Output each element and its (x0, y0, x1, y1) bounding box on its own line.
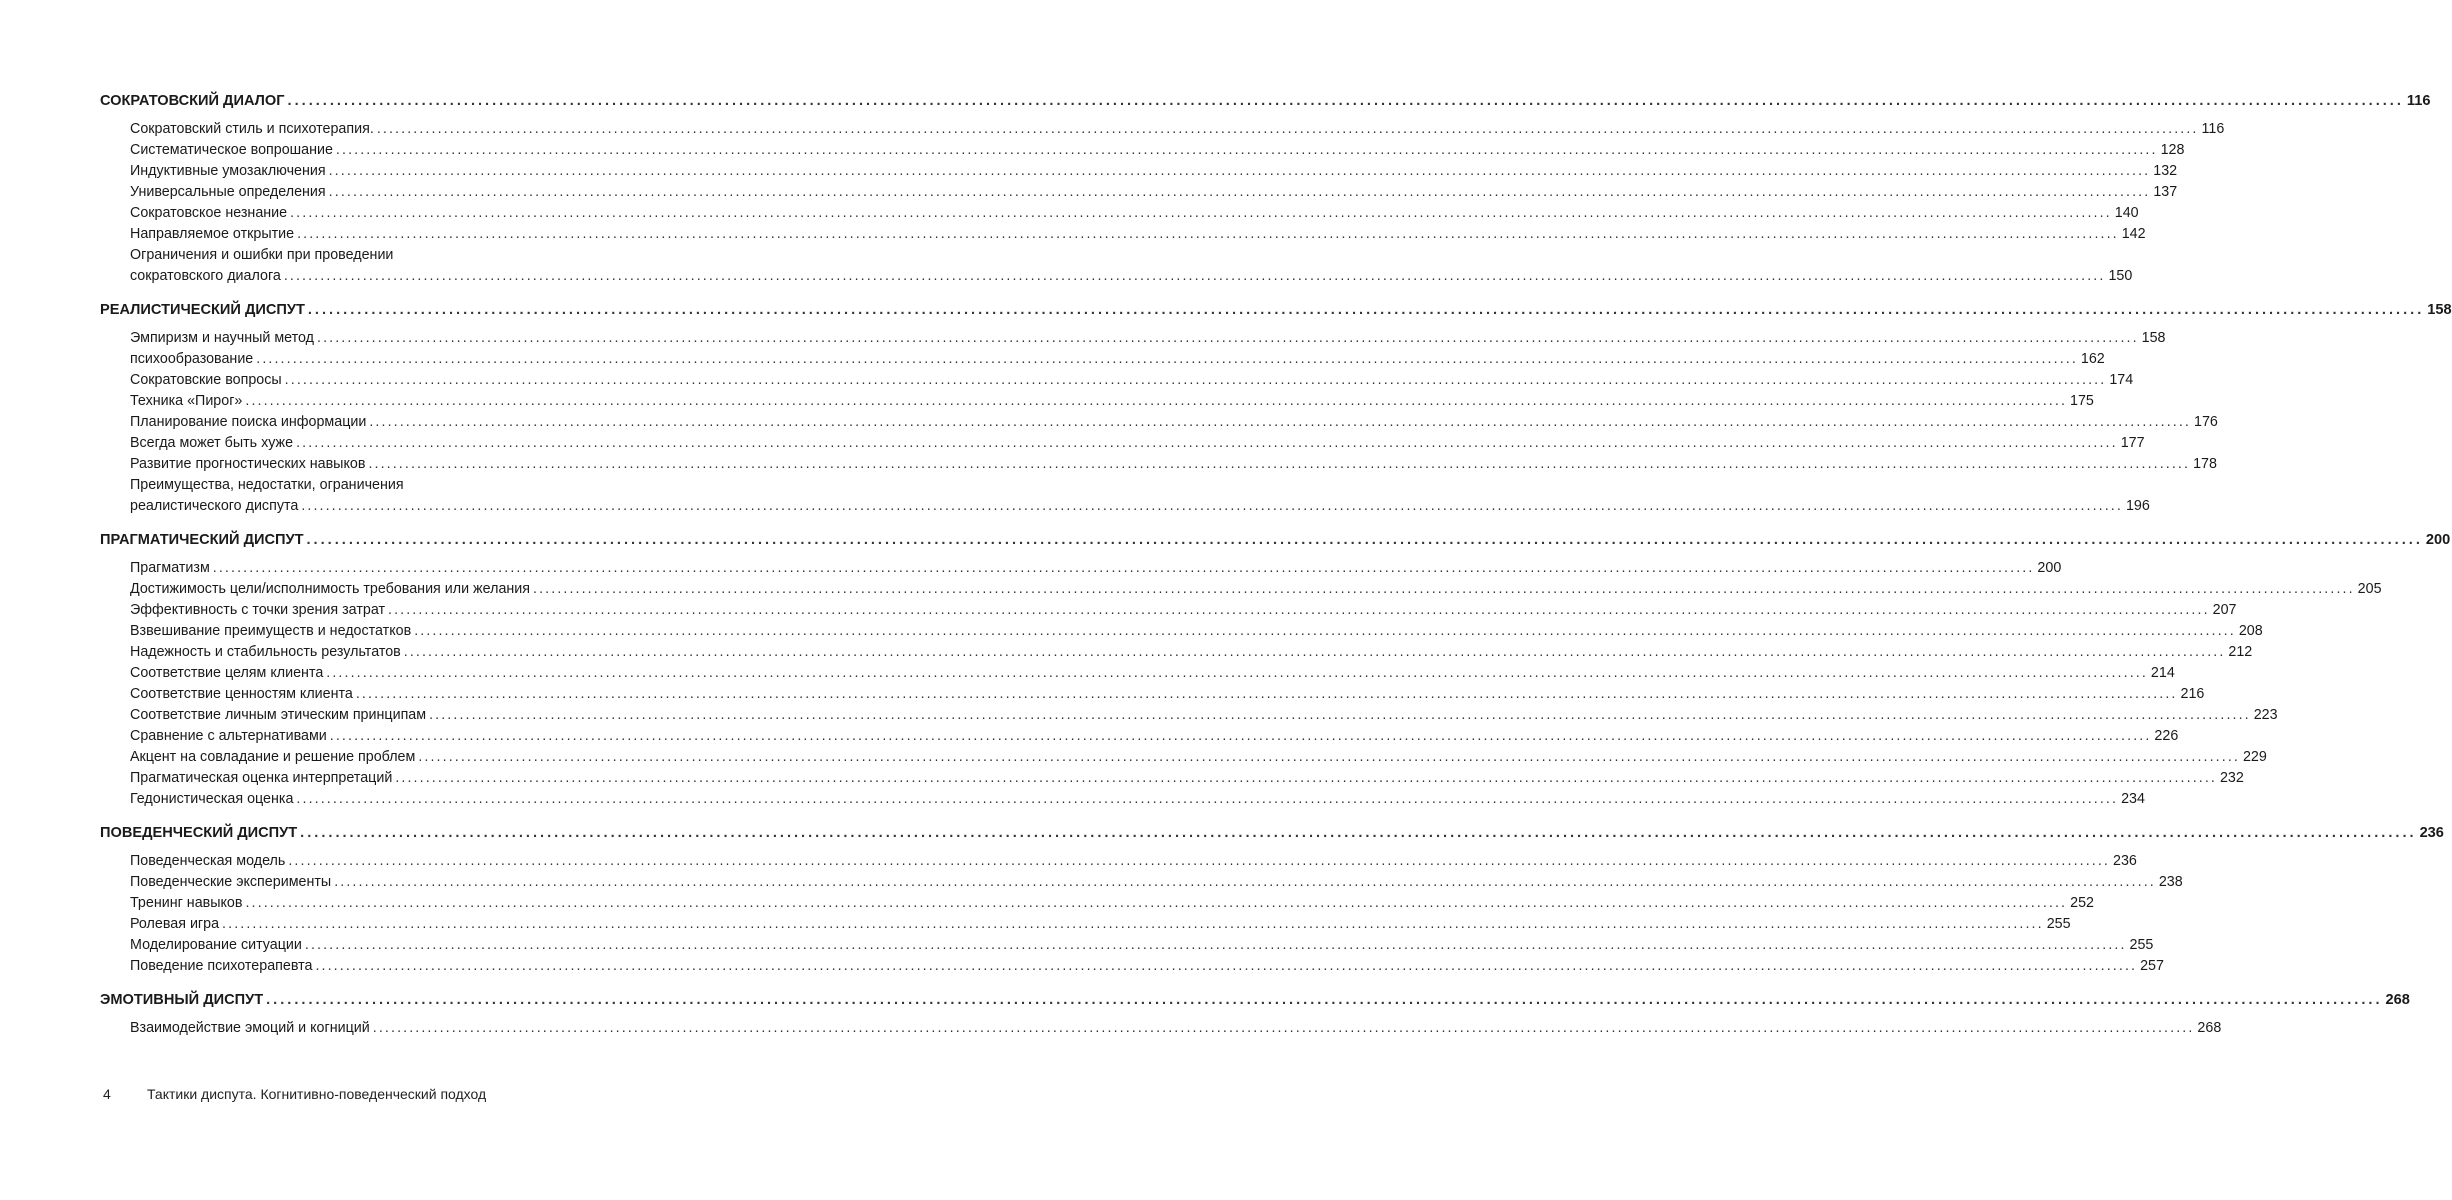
toc-section (100, 91, 2431, 287)
dot-leader: ............................................................................................................................................................................................................................................................................................................ (283, 268, 2106, 284)
dot-leader: ............................................................................................................................................................................................................................................................................................................ (418, 749, 2240, 765)
toc-entry[interactable] (100, 747, 2267, 768)
dot-leader: ............................................................................................................................................................................................................................................................................................................ (372, 1020, 2195, 1036)
entry-title: Эмпиризм и научный метод (130, 330, 315, 346)
toc-entry[interactable] (100, 558, 2062, 579)
toc-entry[interactable] (100, 412, 2218, 433)
entry-page-number: 236 (2113, 853, 2137, 869)
entry-page-number: 158 (2427, 302, 2452, 318)
entry-page-number: 142 (2121, 226, 2146, 242)
entry-title: Поведение психотерапевта (130, 958, 313, 974)
entry-page-number: 176 (2194, 414, 2218, 430)
dot-leader: ............................................................................................................................................................................................................................................................................................................ (222, 916, 2044, 932)
dot-leader: ............................................................................................................................................................................................................................................................................................................ (334, 874, 2156, 890)
dot-leader: ............................................................................................................................................................................................................................................................................................................ (296, 435, 2118, 451)
dot-leader: ............................................................................................................................................................................................................................................................................................................ (256, 351, 2078, 367)
entry-title: Акцент на совладание и решение проблем (130, 749, 416, 765)
dot-leader: ............................................................................................................................................................................................................................................................................................................ (533, 581, 2355, 597)
toc-entry[interactable] (100, 119, 2225, 140)
toc-entry[interactable] (100, 663, 2175, 684)
toc-entry[interactable] (100, 621, 2263, 642)
entry-page-number: 128 (2160, 142, 2185, 158)
entry-title: Моделирование ситуации (130, 937, 302, 953)
dot-leader: ............................................................................................................................................................................................................................................................................................................ (376, 121, 2199, 137)
toc-entry[interactable] (100, 642, 2253, 663)
entry-title: Индуктивные умозаключения (130, 163, 326, 179)
toc-entry[interactable] (100, 935, 2154, 956)
entry-page-number: 252 (2070, 895, 2094, 911)
entry-title: Универсальные определения (130, 184, 326, 200)
dot-leader: ............................................................................................................................................................................................................................................................................................................ (429, 707, 2251, 723)
dot-leader: ............................................................................................................................................................................................................................................................................................................ (326, 665, 2148, 681)
dot-leader: ............................................................................................................................................................................................................................................................................................................ (328, 184, 2151, 200)
dot-leader: ............................................................................................................................................................................................................................................................................................................ (368, 456, 2191, 472)
section-heading[interactable] (100, 530, 2451, 551)
entry-page-number: 232 (2219, 770, 2244, 786)
toc-entry[interactable] (100, 391, 2094, 412)
section-heading[interactable] (100, 300, 2452, 321)
dot-leader: ............................................................................................................................................................................................................................................................................................................ (266, 992, 2383, 1008)
toc-entry[interactable] (100, 705, 2278, 726)
entry-page-number: 158 (2141, 330, 2166, 346)
section-heading[interactable] (100, 91, 2431, 112)
entry-title: Тренинг навыков (130, 895, 243, 911)
entry-title: Сократовский стиль и психотерапия. (130, 121, 374, 137)
entry-page-number: 116 (2406, 93, 2431, 109)
entry-title: Преимущества, недостатки, ограничения (130, 477, 404, 493)
toc-entry[interactable] (100, 349, 2105, 370)
entry-title: Взвешивание преимуществ и недостатков (130, 623, 412, 639)
toc-entry[interactable] (100, 726, 2179, 747)
toc-entry[interactable] (100, 433, 2145, 454)
entry-title: сократовского диалога (130, 268, 281, 284)
dot-leader: ............................................................................................................................................................................................................................................................................................................ (403, 644, 2226, 660)
entry-title: Достижимость цели/исполнимость требования или желания (130, 581, 531, 597)
entry-title: Взаимодействие эмоций и когниций (130, 1020, 370, 1036)
entry-page-number: 116 (2201, 121, 2225, 137)
entry-page-number: 214 (2150, 665, 2175, 681)
entry-page-number: 268 (2197, 1020, 2222, 1036)
toc-entry[interactable] (100, 370, 2134, 391)
entry-title: Ролевая игра (130, 916, 220, 932)
toc-section (100, 300, 2452, 517)
page-footer (103, 1083, 486, 1105)
entry-title: Надежность и стабильность результатов (130, 644, 401, 660)
entry-page-number: 196 (2125, 498, 2150, 514)
entry-title: Систематическое вопрошание (130, 142, 333, 158)
toc-entry[interactable] (100, 454, 2217, 475)
entry-title: ЭМОТИВНЫЙ ДИСПУТ (100, 992, 264, 1008)
toc-entry[interactable] (100, 475, 717, 496)
entry-title: Поведенческая модель (130, 853, 286, 869)
toc-entry[interactable] (100, 851, 2137, 872)
toc-entry[interactable] (100, 245, 717, 266)
toc-entry[interactable] (100, 161, 2178, 182)
table-of-contents (100, 91, 2452, 1052)
entry-title: Направляемое открытие (130, 226, 295, 242)
dot-leader: ............................................................................................................................................................................................................................................................................................................ (395, 770, 2217, 786)
entry-page-number: 174 (2109, 372, 2134, 388)
toc-section (100, 530, 2451, 810)
entry-title: ПОВЕДЕНЧЕСКИЙ ДИСПУТ (100, 825, 298, 841)
dot-leader: ............................................................................................................................................................................................................................................................................................................ (300, 825, 2417, 841)
entry-title: Соответствие целям клиента (130, 665, 324, 681)
entry-page-number: 175 (2070, 393, 2094, 409)
toc-section (100, 990, 2410, 1039)
dot-leader: ............................................................................................................................................................................................................................................................................................................ (307, 302, 2425, 318)
entry-page-number: 177 (2120, 435, 2145, 451)
dot-leader: ............................................................................................................................................................................................................................................................................................................ (329, 728, 2152, 744)
dot-leader: ............................................................................................................................................................................................................................................................................................................ (335, 142, 2158, 158)
entry-page-number: 137 (2153, 184, 2178, 200)
entry-page-number: 223 (2253, 707, 2278, 723)
dot-leader: ............................................................................................................................................................................................................................................................................................................ (288, 853, 2110, 869)
entry-title: Прагматизм (130, 560, 210, 576)
dot-leader: ............................................................................................................................................................................................................................................................................................................ (290, 205, 2112, 221)
entry-page-number: 234 (2121, 791, 2145, 807)
toc-entry[interactable] (100, 182, 2178, 203)
toc-entry[interactable] (100, 768, 2244, 789)
dot-leader: ............................................................................................................................................................................................................................................................................................................ (284, 372, 2107, 388)
entry-page-number: 207 (2212, 602, 2237, 618)
toc-entry[interactable] (100, 872, 2183, 893)
dot-leader: ............................................................................................................................................................................................................................................................................................................ (304, 937, 2127, 953)
dot-leader: ............................................................................................................................................................................................................................................................................................................ (297, 226, 2119, 242)
dot-leader: ............................................................................................................................................................................................................................................................................................................ (212, 560, 2035, 576)
entry-page-number: 200 (2037, 560, 2062, 576)
toc-entry[interactable] (100, 224, 2146, 245)
toc-entry[interactable] (100, 600, 2237, 621)
entry-title: Поведенческие эксперименты (130, 874, 332, 890)
entry-page-number: 178 (2193, 456, 2217, 472)
entry-page-number: 236 (2419, 825, 2444, 841)
entry-title: Прагматическая оценка интерпретаций (130, 770, 393, 786)
entry-title: Развитие прогностических навыков (130, 456, 366, 472)
toc-entry[interactable] (100, 893, 2094, 914)
dot-leader: ............................................................................................................................................................................................................................................................................................................ (306, 532, 2423, 548)
entry-title: Соответствие личным этическим принципам (130, 707, 427, 723)
entry-title: Всегда может быть хуже (130, 435, 294, 451)
entry-title: Техника «Пирог» (130, 393, 243, 409)
entry-page-number: 257 (2140, 958, 2164, 974)
entry-title: Планирование поиска информации (130, 414, 367, 430)
dot-leader: ............................................................................................................................................................................................................................................................................................................ (245, 393, 2068, 409)
entry-title: реалистического диспута (130, 498, 299, 514)
entry-title: Сократовские вопросы (130, 372, 282, 388)
entry-title: СОКРАТОВСКИЙ ДИАЛОГ (100, 93, 285, 109)
dot-leader: ............................................................................................................................................................................................................................................................................................................ (301, 498, 2123, 514)
entry-page-number: 255 (2129, 937, 2154, 953)
toc-entry[interactable] (100, 956, 2164, 977)
dot-leader: ............................................................................................................................................................................................................................................................................................................ (355, 686, 2178, 702)
entry-page-number: 229 (2242, 749, 2267, 765)
entry-title: Сократовское незнание (130, 205, 288, 221)
toc-entry[interactable] (100, 496, 2150, 517)
dot-leader: ............................................................................................................................................................................................................................................................................................................ (328, 163, 2151, 179)
toc-entry[interactable] (100, 266, 2133, 287)
entry-page-number: 208 (2238, 623, 2263, 639)
toc-section (100, 823, 2444, 977)
dot-leader: ............................................................................................................................................................................................................................................................................................................ (369, 414, 2191, 430)
entry-title: психообразование (130, 351, 254, 367)
section-heading[interactable] (100, 990, 2410, 1011)
entry-title: Эффективность с точки зрения затрат (130, 602, 385, 618)
dot-leader: ............................................................................................................................................................................................................................................................................................................ (287, 93, 2404, 109)
dot-leader: ............................................................................................................................................................................................................................................................................................................ (245, 895, 2068, 911)
toc-entry[interactable] (100, 203, 2139, 224)
entry-page-number: 132 (2153, 163, 2178, 179)
entry-page-number: 205 (2357, 581, 2382, 597)
entry-page-number: 212 (2228, 644, 2253, 660)
entry-title: РЕАЛИСТИЧЕСКИЙ ДИСПУТ (100, 302, 305, 318)
entry-page-number: 162 (2080, 351, 2105, 367)
toc-entry[interactable] (100, 579, 2382, 600)
dot-leader: ............................................................................................................................................................................................................................................................................................................ (388, 602, 2210, 618)
entry-page-number: 150 (2108, 268, 2133, 284)
section-heading[interactable] (100, 823, 2444, 844)
entry-page-number: 226 (2154, 728, 2179, 744)
entry-page-number: 255 (2046, 916, 2071, 932)
entry-page-number: 200 (2425, 532, 2451, 548)
entry-page-number: 238 (2158, 874, 2183, 890)
entry-page-number: 140 (2114, 205, 2139, 221)
toc-entry[interactable] (100, 1018, 2222, 1039)
entry-title: Гедонистическая оценка (130, 791, 294, 807)
toc-entry[interactable] (100, 328, 2166, 349)
dot-leader: ............................................................................................................................................................................................................................................................................................................ (296, 791, 2119, 807)
dot-leader: ............................................................................................................................................................................................................................................................................................................ (317, 330, 2139, 346)
entry-page-number: 268 (2385, 992, 2410, 1008)
entry-title: Ограничения и ошибки при проведении (130, 247, 394, 263)
dot-leader: ............................................................................................................................................................................................................................................................................................................ (414, 623, 2236, 639)
running-title: Тактики диспута. Когнитивно-поведенческий подход (147, 1086, 487, 1102)
toc-entry[interactable] (100, 140, 2185, 161)
dot-leader: ............................................................................................................................................................................................................................................................................................................ (315, 958, 2138, 974)
page-number: 4 (103, 1086, 111, 1102)
toc-entry[interactable] (100, 789, 2145, 810)
entry-title: Сравнение с альтернативами (130, 728, 327, 744)
entry-title: Соответствие ценностям клиента (130, 686, 353, 702)
entry-page-number: 216 (2180, 686, 2205, 702)
toc-entry[interactable] (100, 684, 2205, 705)
entry-title: ПРАГМАТИЧЕСКИЙ ДИСПУТ (100, 532, 304, 548)
toc-entry[interactable] (100, 914, 2071, 935)
